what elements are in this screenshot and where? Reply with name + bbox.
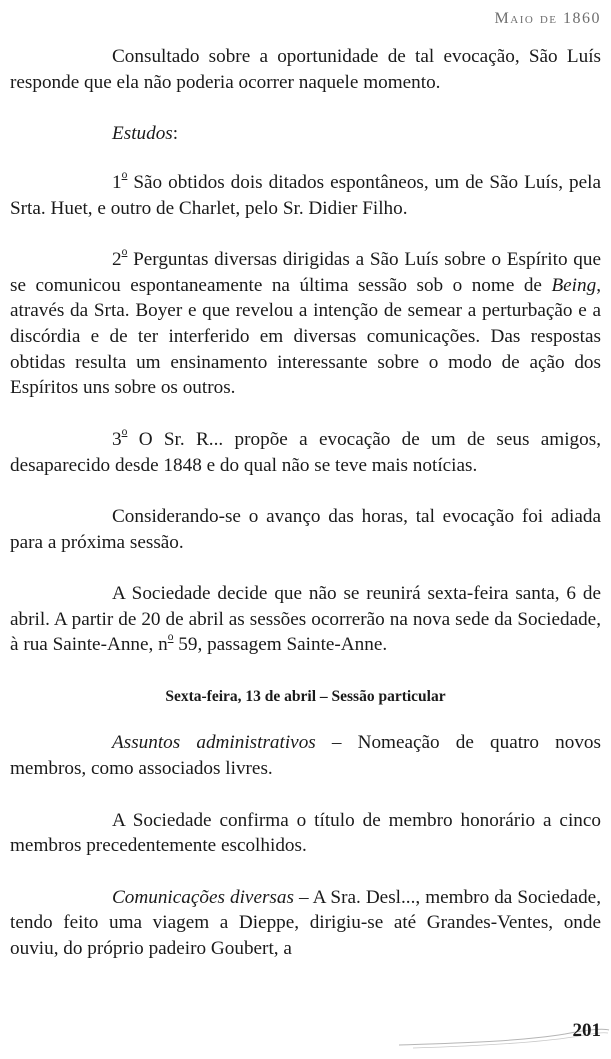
text-span: 59, passagem Sainte-Anne. bbox=[173, 634, 388, 656]
paragraph bbox=[10, 121, 601, 147]
ordinal-indicator: o bbox=[121, 426, 128, 439]
text-span: , através da Srta. Boyer e que revelou a intenção de semear a perturbação e a discórdia e de ter interferido em diversas comunicações. Das respostas obtidas resulta um ensinamento interessante sobre o modo de ação dos Espíritos uns sobre os outros. bbox=[10, 274, 601, 399]
page-body bbox=[10, 44, 601, 962]
italic-label: Comunicações diversas bbox=[112, 886, 294, 908]
paragraph bbox=[10, 247, 601, 401]
page-number: 201 bbox=[572, 1020, 601, 1041]
italic-label: Estudos bbox=[112, 123, 173, 145]
item-number: 1 bbox=[112, 171, 122, 193]
section-heading: Sexta-feira, 13 de abril – Sessão particular bbox=[165, 687, 446, 705]
ordinal-indicator: o bbox=[167, 631, 174, 644]
paragraph bbox=[10, 730, 601, 781]
text-span: Perguntas diversas dirigidas a São Luís sobre o Espírito que se comunicou espontaneamente na última sessão sob o nome de bbox=[10, 248, 601, 296]
text-span: – Nomeação de quatro novos membros, como associados livres. bbox=[10, 732, 601, 780]
paragraph: Consultado sobre a oportunidade de tal evocação, São Luís responde que ela não poderia ocorrer naquele momento. bbox=[10, 46, 601, 93]
ordinal-indicator: o bbox=[121, 169, 128, 182]
text-span: – A Sra. Desl..., membro da Sociedade, tendo feito uma viagem a Dieppe, dirigiu-se até Grandes-Ventes, onde ouviu, do próprio padeiro Goubert, a bbox=[10, 886, 601, 960]
item-number: 3 bbox=[112, 428, 122, 450]
italic-label: Assuntos administrativos bbox=[112, 732, 316, 754]
ordinal-indicator: o bbox=[121, 246, 128, 259]
text-span: O Sr. R... propõe a evocação de um de seus amigos, desaparecido desde 1848 e do qual não se teve mais notícias. bbox=[10, 428, 601, 476]
paragraph bbox=[10, 170, 601, 221]
text-span: A Sociedade decide que não se reunirá sexta-feira santa, 6 de abril. A partir de 20 de abril as sessões ocorrerão na nova sede da Sociedade, à rua Sainte-Anne, n bbox=[10, 582, 601, 656]
italic-name: Being bbox=[551, 274, 597, 296]
paragraph: A Sociedade confirma o título de membro honorário a cinco membros precedentemente escolhidos. bbox=[10, 809, 601, 857]
paragraph bbox=[10, 885, 601, 962]
paragraph bbox=[10, 427, 601, 478]
text-span: : bbox=[172, 123, 179, 145]
running-head: Maio de 1860 bbox=[494, 10, 601, 27]
paragraph: Considerando-se o avanço das horas, tal evocação foi adiada para a próxima sessão. bbox=[10, 505, 601, 553]
item-number: 2 bbox=[112, 248, 122, 270]
text-span: São obtidos dois ditados espontâneos, um de São Luís, pela Srta. Huet, e outro de Charlet, pelo Sr. Didier Filho. bbox=[10, 171, 601, 219]
paragraph bbox=[10, 581, 601, 658]
